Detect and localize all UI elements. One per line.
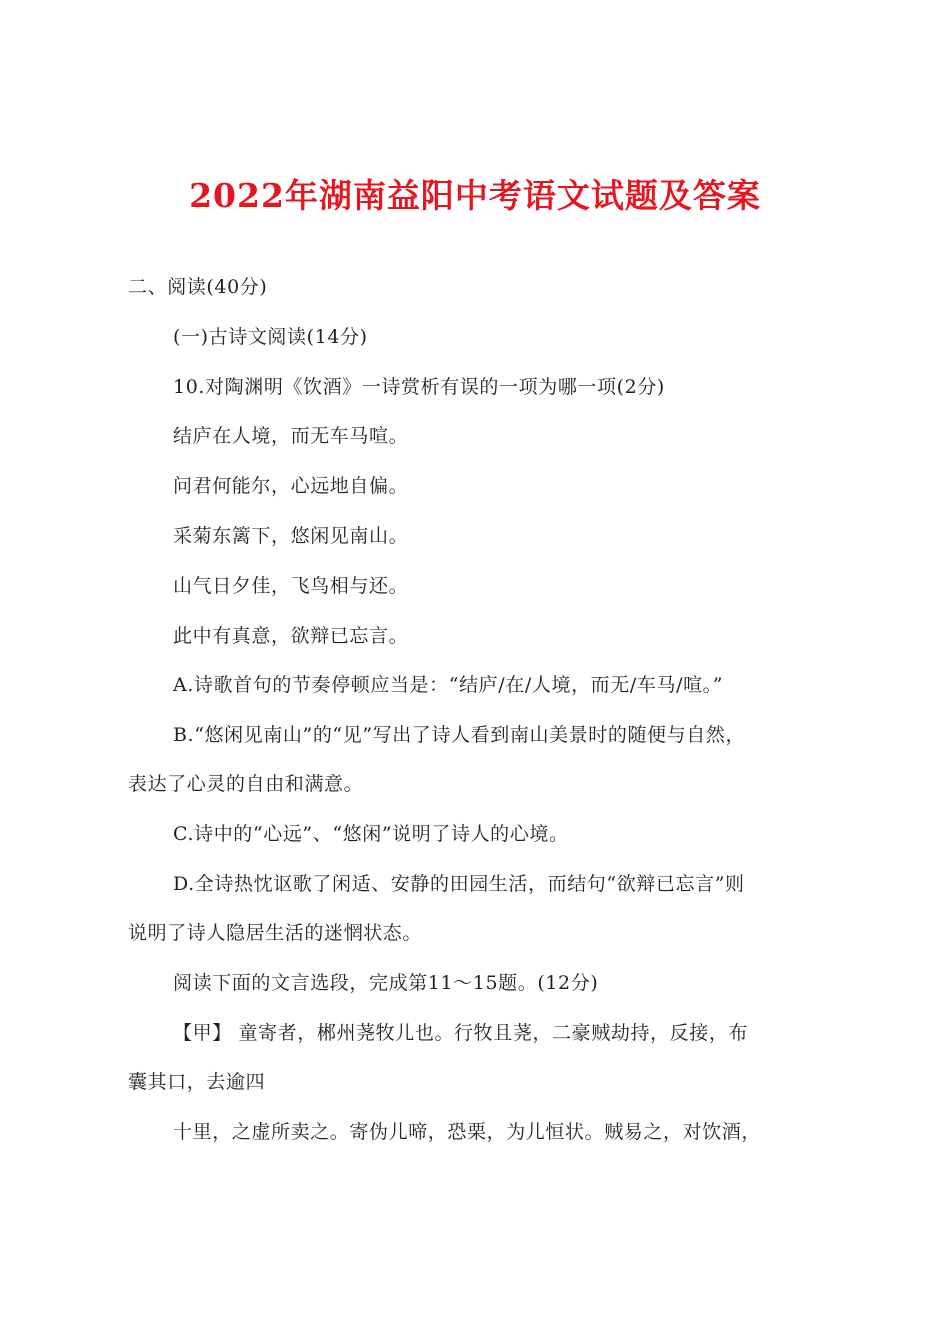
passage-jia-line-2: 囊其口，去逾四 [128, 1071, 266, 1093]
question-10: 10.对陶渊明《饮酒》一诗赏析有误的一项为哪一项(2分) [173, 376, 665, 398]
poem-line-1: 结庐在人境，而无车马喧。 [173, 425, 409, 447]
poem-line-3: 采菊东篱下，悠闲见南山。 [173, 525, 409, 547]
option-a: A.诗歌首句的节奏停顿应当是：“结庐/在/人境，而无/车马/喧。” [173, 674, 724, 696]
poem-line-4: 山气日夕佳，飞鸟相与还。 [173, 575, 409, 597]
passage-jia-line-3: 十里，之虚所卖之。寄伪儿啼，恐栗，为儿恒状。贼易之，对饮酒， [173, 1121, 762, 1143]
subsection-heading-poetry: (一)古诗文阅读(14分) [173, 326, 368, 348]
classical-reading-instruction: 阅读下面的文言选段，完成第11～15题。(12分) [173, 972, 599, 994]
option-d-continued: 说明了诗人隐居生活的迷惘状态。 [128, 922, 423, 944]
document-title: 2022年湖南益阳中考语文试题及答案 [189, 176, 761, 215]
option-c: C.诗中的“心远”、“悠闲”说明了诗人的心境。 [173, 823, 569, 845]
option-d: D.全诗热忱讴歌了闲适、安静的田园生活，而结句“欲辩已忘言”则 [173, 873, 745, 895]
option-b-continued: 表达了心灵的自由和满意。 [128, 773, 364, 795]
poem-line-5: 此中有真意，欲辩已忘言。 [173, 625, 409, 647]
section-heading-reading: 二、阅读(40分) [128, 276, 268, 298]
poem-line-2: 问君何能尔，心远地自偏。 [173, 475, 409, 497]
option-b: B.“悠闲见南山”的“见”写出了诗人看到南山美景时的随便与自然， [173, 724, 746, 746]
passage-jia-line-1: 【甲】 童寄者，郴州荛牧儿也。行牧且荛，二豪贼劫持，反接，布 [173, 1022, 749, 1044]
